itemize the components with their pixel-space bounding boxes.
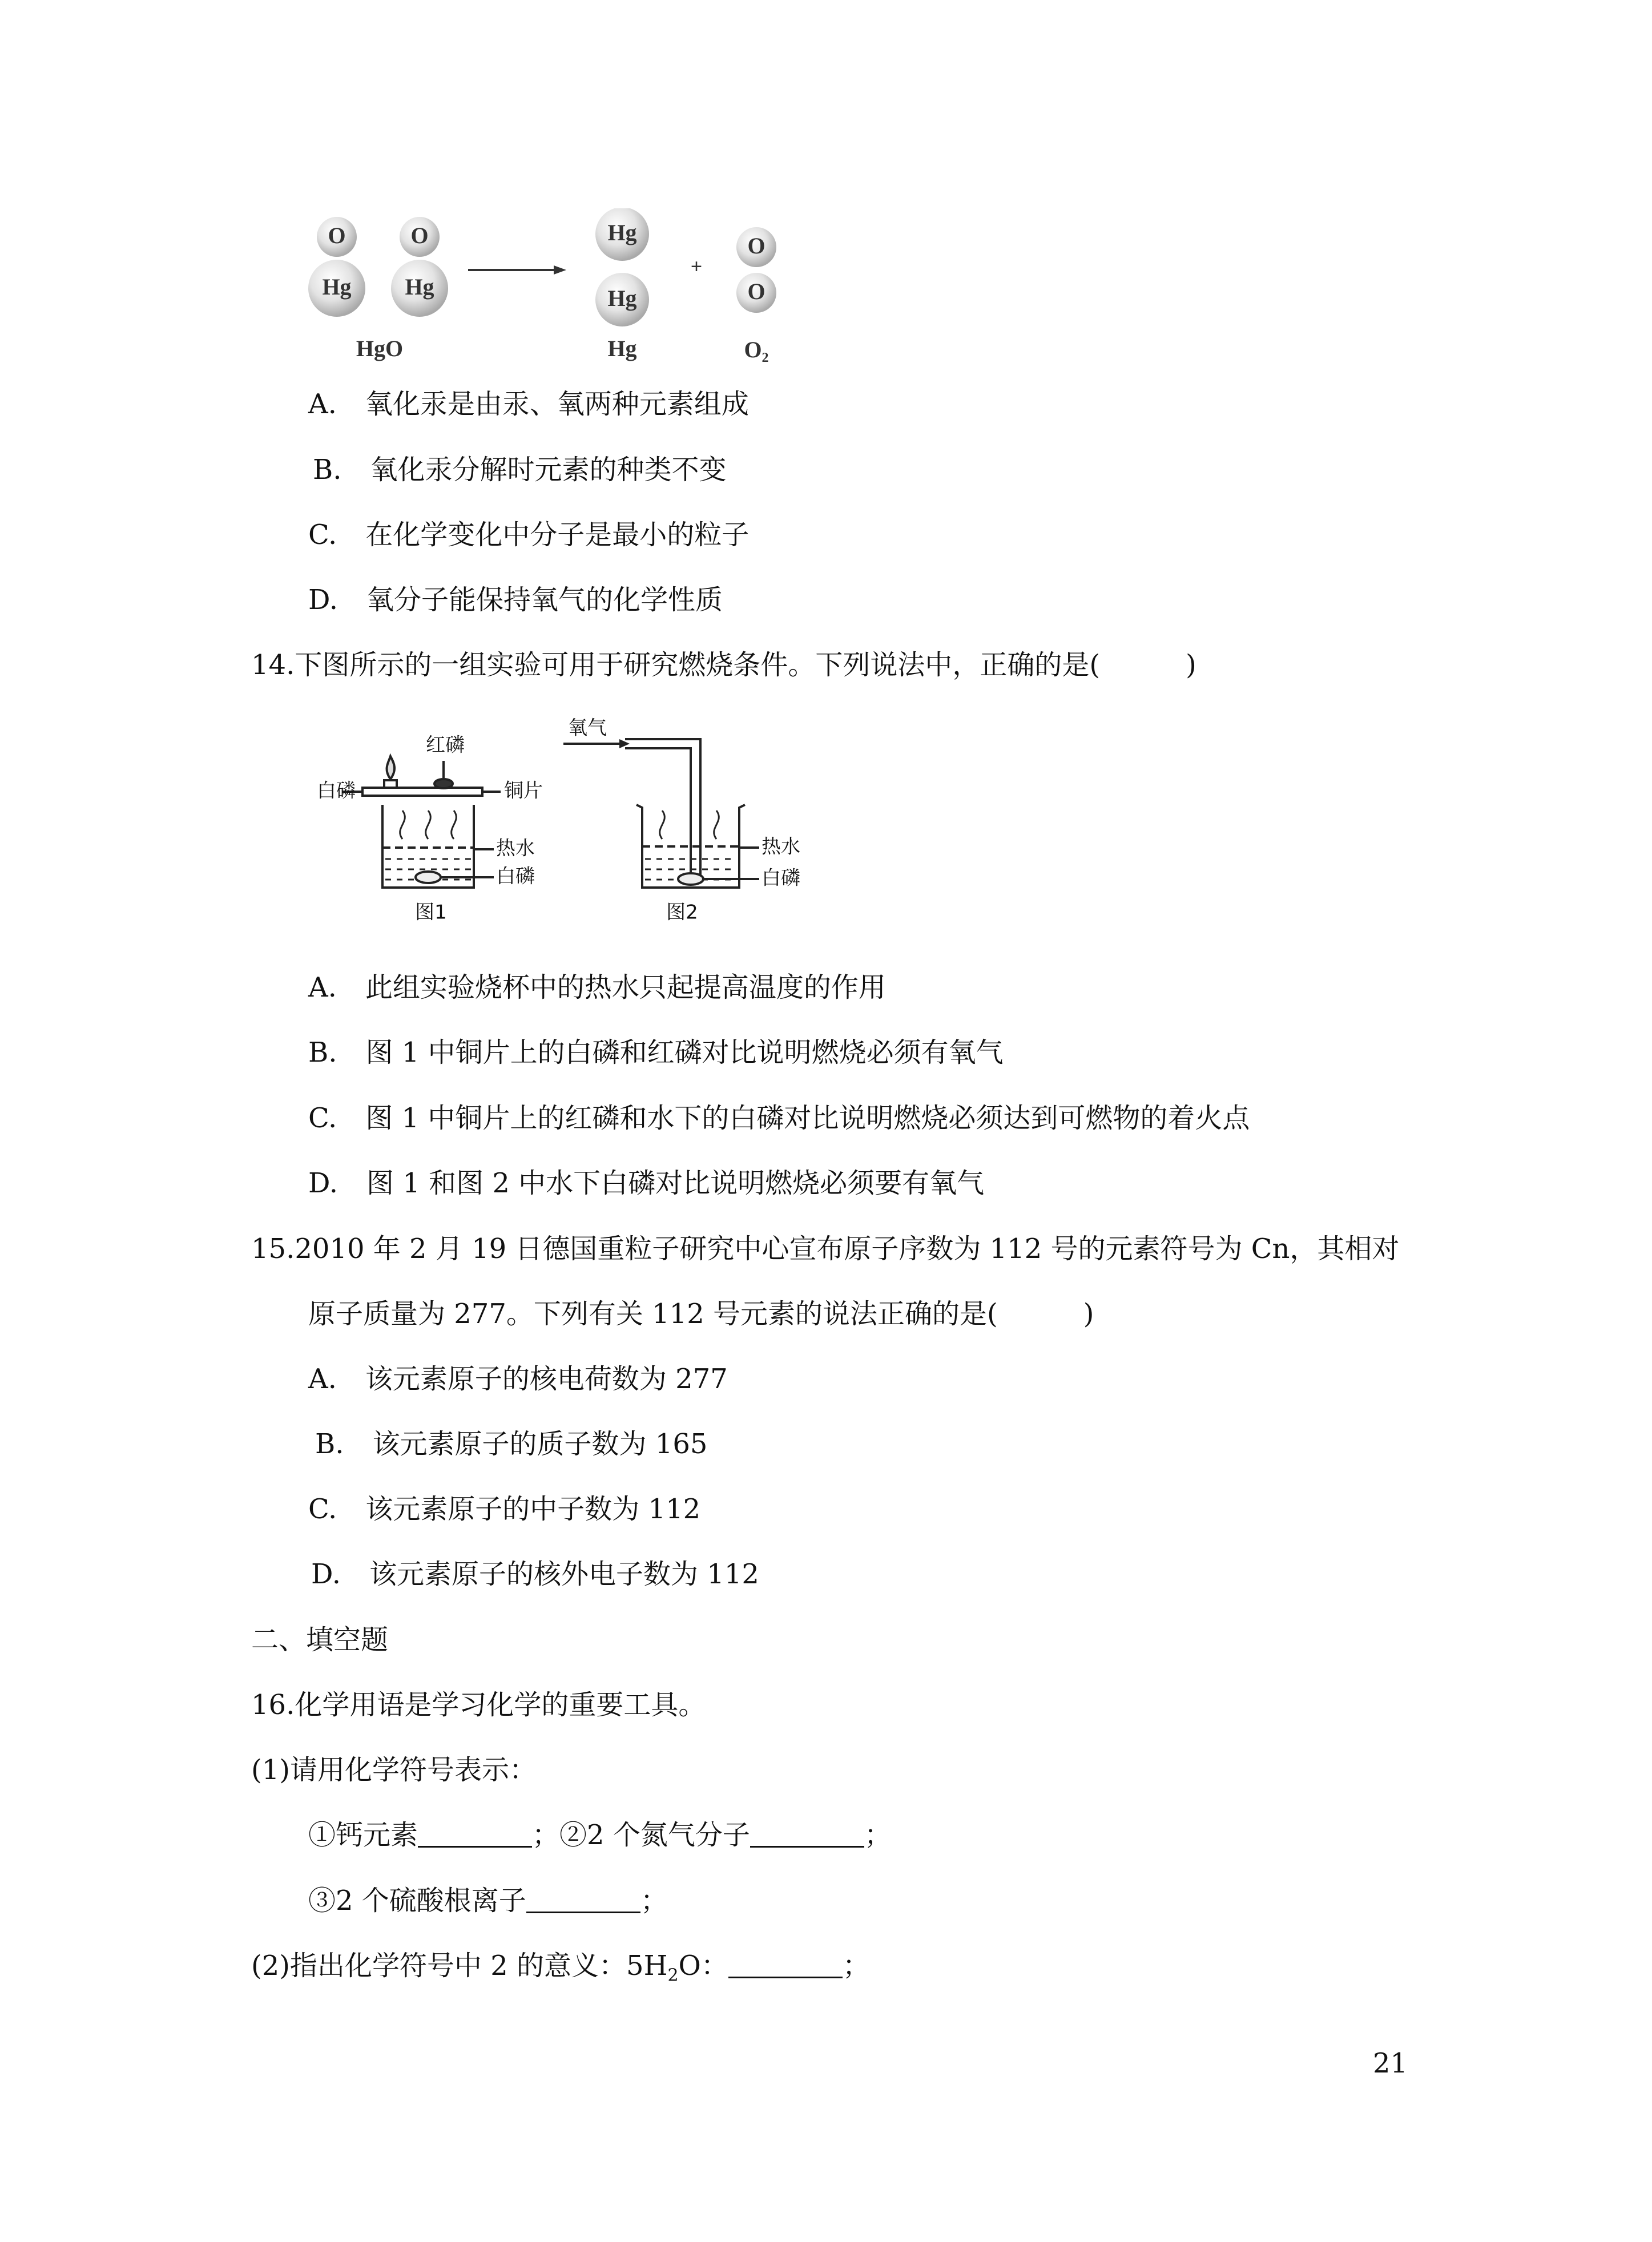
label-white-phosphorus-plate: 白磷 — [317, 779, 356, 803]
answer-blank[interactable] — [750, 1823, 864, 1848]
oxygen-atom-label: O — [410, 223, 429, 249]
hgo-molecule-2 — [391, 217, 448, 317]
q16-item-3: ③2 个硫酸根离子 ； — [308, 1885, 668, 1917]
oxygen-atom-label: O — [747, 279, 765, 305]
option-text: 该元素原子的核电荷数为 277 — [365, 1363, 728, 1395]
reaction-arrow-icon — [468, 265, 566, 275]
mercury-atom-label: Hg — [607, 285, 637, 312]
option-letter: A. — [308, 971, 337, 1003]
option-letter: B. — [315, 1428, 344, 1460]
q16-stem: 16.化学用语是学习化学的重要工具。 — [251, 1689, 706, 1721]
option-letter: D. — [308, 1167, 339, 1199]
oxygen-atom-label: O — [747, 233, 765, 259]
option-text: 图 1 中铜片上的红磷和水下的白磷对比说明燃烧必须达到可燃物的着火点 — [365, 1102, 1250, 1134]
option-text: 图 1 中铜片上的白磷和红磷对比说明燃烧必须有氧气 — [365, 1037, 1004, 1068]
section-heading: 二、填空题 — [251, 1624, 389, 1656]
option-text: 在化学变化中分子是最小的粒子 — [365, 519, 750, 551]
oxygen-molecule — [736, 227, 776, 313]
label-red-phosphorus: 红磷 — [426, 733, 465, 757]
label-hot-water-2: 热水 — [761, 835, 800, 858]
option-letter: A. — [308, 388, 337, 420]
q14-option-c — [308, 1101, 1250, 1135]
mercury-atom-label: Hg — [405, 274, 434, 300]
option-text: 氧分子能保持氧气的化学性质 — [366, 584, 723, 616]
option-text: 该元素原子的质子数为 165 — [372, 1428, 708, 1460]
hgo-molecule-1 — [308, 217, 365, 317]
q13-option-d — [308, 583, 723, 617]
q15-option-c — [308, 1492, 700, 1526]
q13-option-a — [308, 387, 749, 421]
mercury-atoms — [595, 208, 649, 326]
label-figure-1: 图1 — [415, 901, 447, 924]
option-text: 该元素原子的中子数为 112 — [365, 1493, 701, 1525]
option-letter: C. — [308, 1493, 337, 1525]
option-text: 此组实验烧杯中的热水只起提高温度的作用 — [365, 971, 886, 1003]
option-letter: D. — [311, 1558, 341, 1590]
q14-stem: 14.下图所示的一组实验可用于研究燃烧条件。下列说法中，正确的是( ) — [251, 649, 1196, 681]
label-white-phosphorus-water-1: 白磷 — [496, 865, 535, 888]
figure-1-apparatus — [343, 756, 501, 888]
option-text: 该元素原子的核外电子数为 112 — [369, 1558, 759, 1590]
hgo-decomposition-diagram — [303, 208, 805, 374]
mercury-atom-label: Hg — [607, 220, 637, 246]
q15-option-d — [311, 1557, 759, 1591]
combustion-experiment-figure — [317, 716, 808, 933]
q14-option-d — [308, 1166, 984, 1200]
option-letter: A. — [308, 1363, 337, 1395]
answer-bracket-close: ) — [1186, 649, 1196, 681]
q16-part2: (2)指出化学符号中 2 的意义：$5H_2O$： ； — [251, 1950, 870, 1986]
label-white-phosphorus-water-2: 白磷 — [761, 866, 800, 890]
figure-2-apparatus — [563, 739, 759, 888]
q14-option-b — [308, 1035, 1004, 1070]
label-hg: Hg — [607, 336, 637, 362]
option-text: 图 1 和图 2 中水下白磷对比说明燃烧必须要有氧气 — [366, 1167, 985, 1199]
label-figure-2: 图2 — [666, 901, 698, 924]
option-letter: C. — [308, 519, 337, 551]
label-copper-plate: 铜片 — [504, 779, 543, 803]
answer-blank[interactable] — [526, 1889, 640, 1913]
answer-blank[interactable] — [728, 1954, 843, 1978]
q16-items-1-2: ①钙元素 ；②2 个氮气分子 ； — [308, 1819, 892, 1851]
q15-stem-line2: 原子质量为 277。下列有关 112 号元素的说法正确的是( ) — [308, 1298, 1094, 1330]
q14-option-a — [308, 970, 886, 1005]
label-o2: O₂ — [744, 337, 769, 363]
option-text: 氧化汞分解时元素的种类不变 — [370, 454, 727, 486]
plus-sign: + — [690, 255, 703, 278]
mercury-atom-label: Hg — [322, 274, 352, 300]
answer-bracket-close: ) — [1083, 1298, 1094, 1330]
label-hot-water-1: 热水 — [496, 837, 535, 860]
option-letter: C. — [308, 1102, 337, 1134]
q15-option-b — [315, 1427, 707, 1461]
label-oxygen: 氧气 — [568, 716, 607, 740]
page-number: 21 — [1373, 2047, 1408, 2079]
option-text: 氧化汞是由汞、氧两种元素组成 — [365, 388, 749, 420]
q15-option-a — [308, 1362, 728, 1396]
q15-stem-line1: 15.2010 年 2 月 19 日德国重粒子研究中心宣布原子序数为 112 号的元素符号为 Cn，其相对 — [251, 1233, 1400, 1265]
option-letter: D. — [308, 584, 339, 616]
label-hgo: HgO — [356, 336, 404, 362]
q16-part1: (1)请用化学符号表示： — [251, 1754, 537, 1786]
oxygen-atom-label: O — [328, 223, 346, 249]
q13-option-c — [308, 518, 749, 552]
answer-blank[interactable] — [418, 1823, 532, 1848]
q13-option-b — [313, 453, 727, 487]
option-letter: B. — [313, 454, 342, 486]
option-letter: B. — [308, 1037, 337, 1068]
